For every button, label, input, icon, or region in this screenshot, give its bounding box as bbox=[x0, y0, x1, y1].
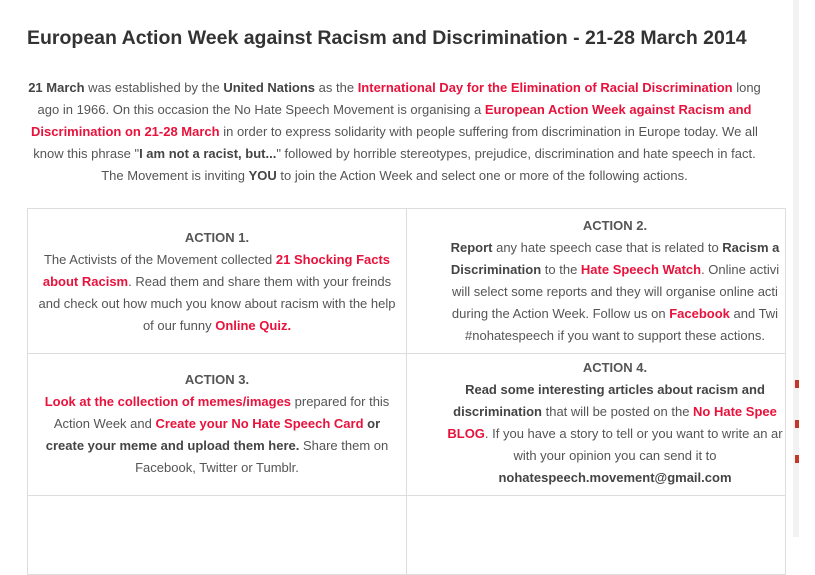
facebook-link[interactable]: Facebook bbox=[669, 306, 730, 321]
action-4-title: ACTION 4. bbox=[582, 360, 648, 375]
action-2-text-3: . Online activi bbox=[701, 262, 780, 277]
action-3-content bbox=[34, 369, 400, 479]
intro-date: 21 March bbox=[28, 80, 85, 95]
action-4-text-1: that will be posted on the bbox=[542, 404, 694, 419]
action-1-text-2: . Read them and share them with your freinds and check out how much you know about racism with the help of our funny bbox=[38, 274, 396, 333]
action-1-title: ACTION 1. bbox=[184, 230, 250, 245]
action-2-text-4: during the Action Week. Follow us on bbox=[451, 306, 670, 321]
action-2-text-2: to the bbox=[541, 262, 581, 277]
action-1-cell bbox=[27, 208, 407, 354]
action-2-racism: Racism a bbox=[722, 240, 780, 255]
action-3-title: ACTION 3. bbox=[184, 372, 250, 387]
action-week-link[interactable]: European Action Week against Racism and Discrimination on 21-28 March bbox=[31, 102, 752, 139]
intro-text-1: was established by the bbox=[84, 80, 224, 95]
action-2-text-1: any hate speech case that is related to bbox=[492, 240, 723, 255]
action-4-cell bbox=[406, 353, 786, 496]
action-1-content bbox=[34, 227, 400, 337]
action-4-text-2: . If you have a story to tell or you want to write an ar bbox=[484, 426, 783, 441]
action-4-content bbox=[415, 357, 815, 489]
action-2-cell bbox=[406, 208, 786, 354]
action-4-line-4: with your opinion you can send it to bbox=[513, 448, 717, 463]
hate-speech-watch-link[interactable]: Hate Speech Watch bbox=[580, 262, 702, 277]
action-4-line-2 bbox=[415, 401, 815, 423]
action-2-line-4 bbox=[415, 303, 815, 325]
action-4-discrimination: discrimination bbox=[453, 404, 542, 419]
shocking-facts-link[interactable]: 21 Shocking Facts about Racism bbox=[42, 252, 391, 289]
scroll-marker bbox=[795, 420, 799, 428]
no-hate-speech-link[interactable]: No Hate Spee bbox=[693, 404, 777, 419]
intro-text-5: " followed by horrible stereotypes, prejudice, discrimination and hate speech in fact. The Movement is inviting bbox=[101, 146, 756, 183]
intl-day-link[interactable]: International Day for the Elimination of Racial Discrimination bbox=[357, 80, 733, 95]
action-2-text-5: and Twi bbox=[729, 306, 779, 321]
intro-un: United Nations bbox=[223, 80, 316, 95]
empty-cell-left bbox=[27, 495, 407, 575]
memes-collection-link[interactable]: Look at the collection of memes/images bbox=[44, 394, 292, 409]
action-2-content bbox=[415, 215, 815, 347]
intro-text-2: as the bbox=[315, 80, 358, 95]
action-2-report: Report bbox=[450, 240, 493, 255]
intro-you: YOU bbox=[248, 168, 277, 183]
action-3-text-2: Share them on Facebook, Twitter or Tumblr. bbox=[135, 438, 389, 475]
intro-text-4: in order to express solidarity with people suffering from discrimination in Europe today. We all know this phrase " bbox=[33, 124, 758, 161]
action-2-discrimination: Discrimination bbox=[450, 262, 542, 277]
action-4-line-1: Read some interesting articles about racism and bbox=[465, 382, 765, 397]
action-1-text-1: The Activists of the Movement collected bbox=[43, 252, 276, 267]
action-4-line-3 bbox=[415, 423, 815, 445]
scroll-marker bbox=[795, 380, 799, 388]
online-quiz-link[interactable]: Online Quiz. bbox=[215, 318, 292, 333]
actions-table bbox=[27, 208, 783, 548]
contact-email[interactable]: nohatespeech.movement@gmail.com bbox=[498, 470, 732, 485]
intro-paragraph bbox=[27, 77, 762, 187]
action-2-line-5: #nohatespeech if you want to support these actions. bbox=[465, 328, 765, 343]
action-2-line-2 bbox=[415, 259, 815, 281]
blog-link[interactable]: BLOG bbox=[447, 426, 485, 441]
action-2-line-3: will select some reports and they will organise online acti bbox=[452, 284, 778, 299]
empty-cell-right bbox=[406, 495, 786, 575]
page-title: European Action Week against Racism and Discrimination - 21-28 March 2014 bbox=[27, 27, 747, 49]
action-2-line-1 bbox=[415, 237, 815, 259]
action-3-text-1: prepared for this Action Week and bbox=[53, 394, 390, 431]
intro-text-3: long ago in 1966. On this occasion the No Hate Speech Movement is organising a bbox=[37, 80, 761, 117]
action-2-title: ACTION 2. bbox=[582, 218, 648, 233]
create-card-link[interactable]: Create your No Hate Speech Card bbox=[155, 416, 364, 431]
scroll-marker bbox=[795, 455, 799, 463]
page-scrollbar[interactable] bbox=[793, 0, 799, 537]
action-3-cell bbox=[27, 353, 407, 496]
intro-phrase: I am not a racist, but... bbox=[139, 146, 277, 161]
action-3-upload-text: or create your meme and upload them here. bbox=[45, 416, 381, 453]
intro-text-6: to join the Action Week and select one or more of the following actions. bbox=[276, 168, 688, 183]
